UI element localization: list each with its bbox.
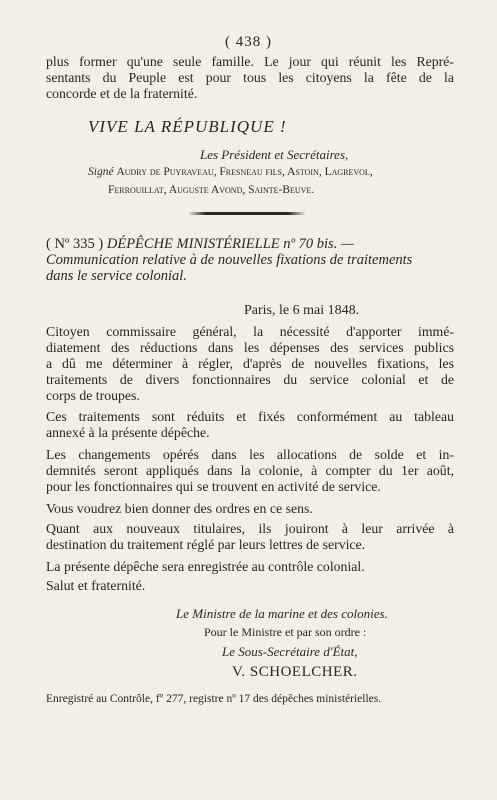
signatory-name: V. SCHOELCHER. — [232, 664, 358, 680]
body-paragraph — [46, 324, 454, 404]
paragraph-line: Ces traitements sont réduits et fixés conformément au tableau — [46, 409, 454, 424]
paragraph-line: diatement des réductions dans les dépenses des services publics — [46, 340, 454, 355]
on-behalf-line: Pour le Ministre et par son ordre : — [204, 625, 367, 639]
body-paragraph — [46, 501, 454, 517]
paragraph-line: pour les fonctionnaires qui se trouvent en activité de service. — [46, 479, 381, 494]
signatories-names-1: Audry de Puyraveau, Fresneau fils, Astoin, Lagrevol, — [116, 166, 373, 178]
body-paragraph — [46, 559, 454, 575]
paragraph-line: traitements de divers fonctionnaires du service colonial et de — [46, 372, 454, 387]
section-divider — [188, 212, 306, 215]
paragraph-line: Vous voudrez bien donner des ordres en ce sens. — [46, 501, 313, 516]
dispatch-subject: Communication relative à de nouvelles fixations de traitements — [46, 252, 413, 268]
paragraph-line: a dû me déterminer à régler, d'après de nouvelles fixations, les — [46, 356, 454, 371]
dispatch-number: ( Nº 335 ) — [46, 236, 104, 252]
intro-paragraph — [46, 54, 454, 102]
paragraph-line: destination du traitement réglé par leurs lettres de service. — [46, 537, 366, 552]
under-secretary-title: Le Sous-Secrétaire d'État, — [222, 644, 358, 659]
paragraph-line: La présente dépêche sera enregistrée au contrôle colonial. — [46, 559, 365, 574]
paragraph-line: Les changements opérés dans les allocations de solde et in- — [46, 447, 454, 462]
body-paragraph — [46, 409, 454, 441]
dispatch-heading — [46, 236, 458, 284]
body-paragraph — [46, 447, 454, 495]
dispatch-date: Paris, le 6 mai 1848. — [244, 303, 360, 318]
paragraph-line: demnités seront appliqués dans la colonie, à compter du 1er août, — [46, 463, 454, 478]
signatories-line-2 — [108, 184, 314, 196]
paragraph-line: Quant aux nouveaux titulaires, ils jouiront à leur arrivée à — [46, 521, 454, 536]
signed-prefix: Signé — [88, 166, 114, 178]
paragraph-line: Salut et fraternité. — [46, 578, 146, 593]
intro-line: sentants du Peuple est pour tous les citoyens la fête de la — [46, 70, 454, 85]
page-number: ( 438 ) — [225, 34, 272, 50]
vive-la-republique: VIVE LA RÉPUBLIQUE ! — [88, 117, 287, 136]
dispatch-title: DÉPÊCHE MINISTÉRIELLE nº 70 bis. — — [106, 236, 354, 252]
intro-line: concorde et de la fraternité. — [46, 86, 198, 101]
registration-note: Enregistré au Contrôle, fº 277, registre nº 17 des dépêches ministérielles. — [46, 693, 382, 705]
paragraph-line: corps de troupes. — [46, 388, 140, 403]
signatories-line-1 — [88, 166, 373, 178]
dispatch-subject-2: dans le service colonial. — [46, 268, 187, 284]
body-paragraph — [46, 521, 454, 553]
body-paragraph — [46, 578, 454, 594]
intro-line: plus former qu'une seule famille. Le jour qui réunit les Repré- — [46, 54, 454, 69]
minister-title: Le Ministre de la marine et des colonies. — [176, 606, 388, 621]
paragraph-line: Citoyen commissaire général, la nécessité d'apporter immé- — [46, 324, 454, 339]
signatories-names-2: Ferrouillat, Auguste Avond, Sainte-Beuve. — [108, 184, 315, 196]
signatories-title: Les Président et Secrétaires, — [200, 147, 349, 162]
paragraph-line: annexé à la présente dépêche. — [46, 425, 210, 440]
heading-line-1 — [46, 236, 458, 252]
